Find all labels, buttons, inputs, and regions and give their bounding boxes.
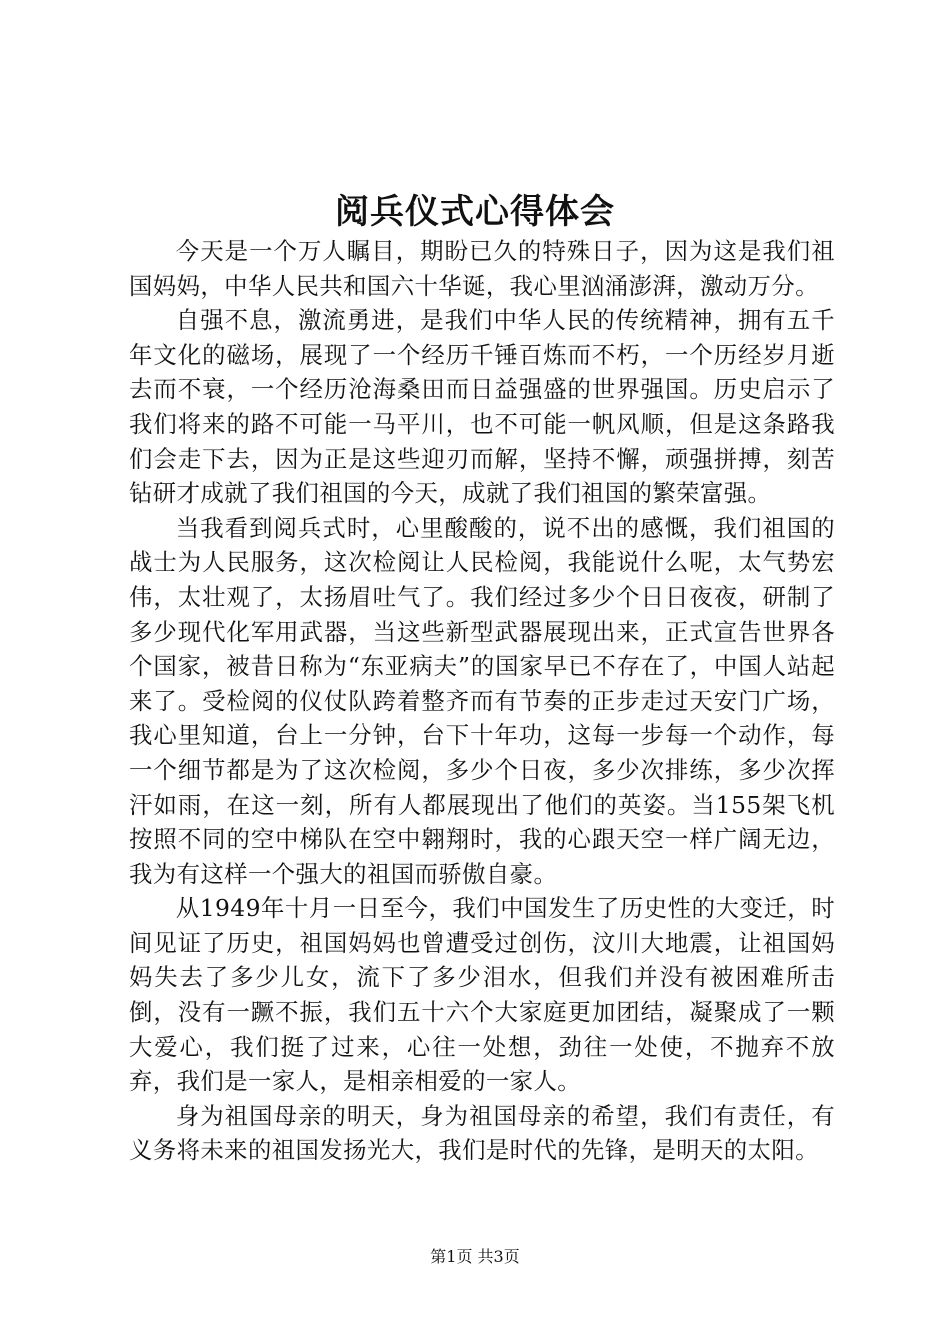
paragraph-3: 当我看到阅兵式时，心里酸酸的，说不出的感慨，我们祖国的战士为人民服务，这次检阅让人民检阅，我能说什么呢，太气势宏伟，太壮观了，太扬眉吐气了。我们经过多少个日日夜夜，研制了多少现代化军用武器，当这些新型武器展现出来，正式宣告世界各个国家，被昔日称为“东亚病夫”的国家早已不存在了，中国人站起来了。受检阅的仪仗队跨着整齐而有节奏的正步走过天安门广场，我心里知道，台上一分钟，台下十年功，这每一步每一个动作，每一个细节都是为了这次检阅，多少个日夜，多少次排练，多少次挥汗如雨，在这一刻，所有人都展现出了他们的英姿。当155架飞机按照不同的空中梯队在空中翱翔时，我的心跟天空一样广阔无边，我为有这样一个强大的祖国而骄傲自豪。 xyxy=(129,513,835,888)
document-body xyxy=(129,234,835,1168)
paragraph-1: 今天是一个万人瞩目，期盼已久的特殊日子，因为这是我们祖国妈妈，中华人民共和国六十华诞，我心里汹涌澎湃，激动万分。 xyxy=(129,237,835,300)
page-footer: 第1页 共3页 xyxy=(430,1247,520,1266)
paragraph-4: 从1949年十月一日至今，我们中国发生了历史性的大变迁，时间见证了历史，祖国妈妈也曾遭受过创伤，汶川大地震，让祖国妈妈失去了多少儿女，流下了多少泪水，但我们并没有被困难所击倒，没有一蹶不振，我们五十六个大家庭更加团结，凝聚成了一颗大爱心，我们挺了过来，心往一处想，劲往一处使，不抛弃不放弃，我们是一家人，是相亲相爱的一家人。 xyxy=(129,894,835,1096)
document-title: 阅兵仪式心得体会 xyxy=(335,192,615,232)
paragraph-2: 自强不息，激流勇进，是我们中华人民的传统精神，拥有五千年文化的磁场，展现了一个经历千锤百炼而不朽，一个历经岁月逝去而不衰，一个经历沧海桑田而日益强盛的世界强国。历史启示了我们将来的路不可能一马平川，也不可能一帆风顺，但是这条路我们会走下去，因为正是这些迎刃而解，坚持不懈，顽强拼搏，刻苦钻研才成就了我们祖国的今天，成就了我们祖国的繁荣富强。 xyxy=(129,306,835,508)
paragraph-5: 身为祖国母亲的明天，身为祖国母亲的希望，我们有责任，有义务将未来的祖国发扬光大，我们是时代的先锋，是明天的太阳。 xyxy=(129,1101,835,1165)
